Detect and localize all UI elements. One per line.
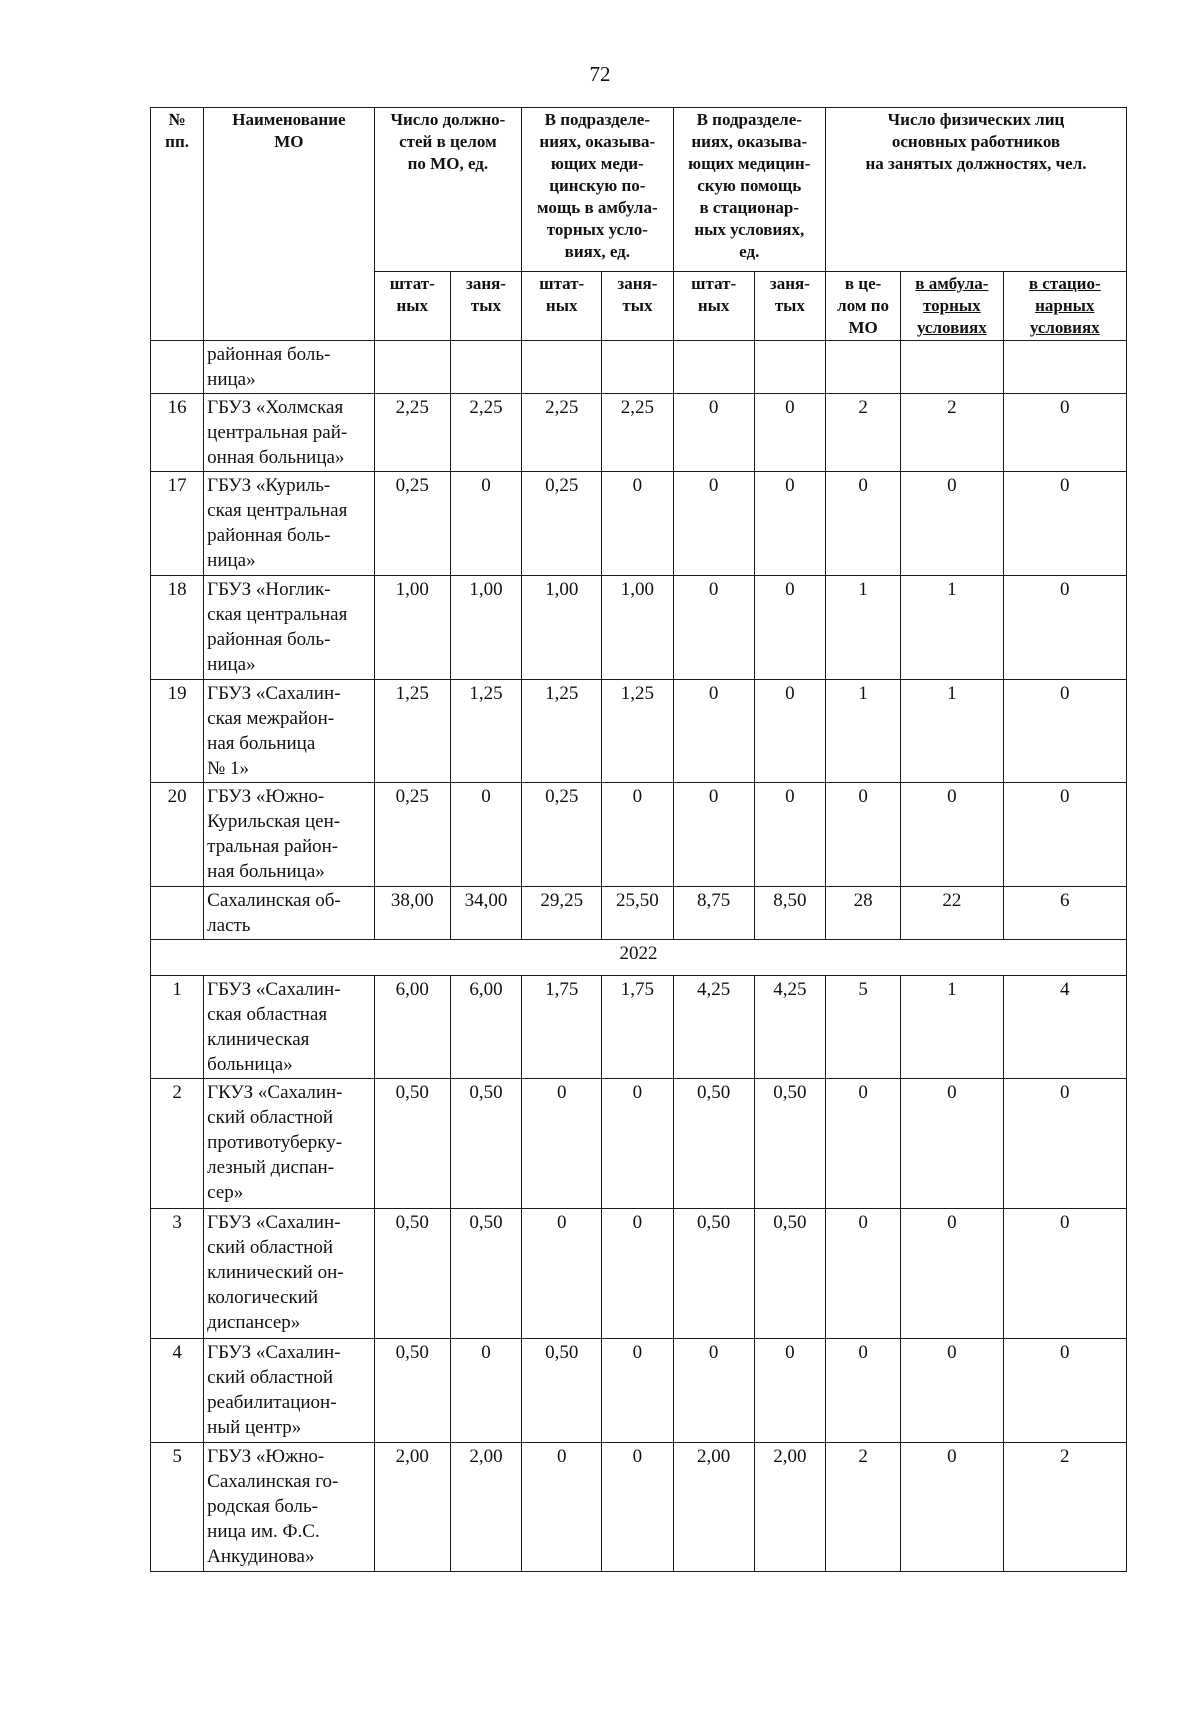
row-number: 5: [151, 1443, 204, 1572]
row-number: [151, 887, 204, 940]
value-cell: 1,00: [374, 576, 450, 680]
value-cell: 1: [901, 576, 1003, 680]
header-inpatient: В подразделе- ниях, оказыва- ющих медицин- скую помощь в стационар- ных условиях, ед.: [673, 108, 825, 272]
organization-name: [204, 394, 375, 472]
value-cell: 0: [602, 1209, 673, 1339]
organization-name-text: ГБУЗ «Куриль- ская центральная районная боль- ница»: [207, 475, 348, 571]
value-cell: 0: [602, 783, 673, 887]
staffing-table: [150, 107, 1127, 1572]
year-row: [151, 940, 1127, 976]
value-cell: [1003, 341, 1127, 394]
value-cell: 0: [673, 783, 754, 887]
header-occupied: заня- тых: [754, 272, 825, 341]
value-cell: [374, 341, 450, 394]
value-cell: 2: [825, 394, 900, 472]
value-cell: 0,50: [374, 1339, 450, 1443]
organization-name: [204, 341, 375, 394]
value-cell: 2: [825, 1443, 900, 1572]
organization-name: [204, 680, 375, 783]
value-cell: 2,00: [374, 1443, 450, 1572]
organization-name: [204, 887, 375, 940]
value-cell: 6,00: [450, 976, 521, 1079]
value-cell: 0: [901, 1209, 1003, 1339]
value-cell: 0: [825, 783, 900, 887]
rows-2022: [151, 976, 1127, 1572]
row-number: 19: [151, 680, 204, 783]
value-cell: 0: [754, 394, 825, 472]
value-cell: 2,25: [450, 394, 521, 472]
value-cell: 1: [901, 976, 1003, 1079]
value-cell: 0: [522, 1079, 602, 1209]
organization-name: [204, 1443, 375, 1572]
header-positions-total: Число должно- стей в целом по МО, ед.: [374, 108, 521, 272]
header-occupied: заня- тых: [602, 272, 673, 341]
header-row-main: [151, 108, 1127, 272]
header-persons-ambulatory: в амбула- торных условиях: [901, 272, 1003, 341]
value-cell: 0,50: [374, 1209, 450, 1339]
value-cell: [825, 341, 900, 394]
value-cell: 2,00: [673, 1443, 754, 1572]
value-cell: 4,25: [754, 976, 825, 1079]
value-cell: 0,50: [374, 1079, 450, 1209]
table-row: [151, 887, 1127, 940]
value-cell: 0: [1003, 1079, 1127, 1209]
value-cell: 0: [901, 783, 1003, 887]
value-cell: 0: [901, 1339, 1003, 1443]
value-cell: 28: [825, 887, 900, 940]
value-cell: 1,25: [374, 680, 450, 783]
value-cell: 1,25: [602, 680, 673, 783]
value-cell: 2,25: [522, 394, 602, 472]
value-cell: 25,50: [602, 887, 673, 940]
value-cell: 0: [522, 1209, 602, 1339]
organization-name-text: ГБУЗ «Холмская центральная рай- онная больница»: [207, 397, 348, 468]
value-cell: 0: [1003, 783, 1127, 887]
value-cell: 1: [825, 680, 900, 783]
value-cell: 5: [825, 976, 900, 1079]
value-cell: 0: [1003, 576, 1127, 680]
value-cell: 29,25: [522, 887, 602, 940]
row-number: 18: [151, 576, 204, 680]
year-separator: [151, 940, 1127, 976]
value-cell: 0: [602, 1443, 673, 1572]
value-cell: 22: [901, 887, 1003, 940]
row-number: 16: [151, 394, 204, 472]
value-cell: 0: [673, 680, 754, 783]
header-no: № пп.: [151, 108, 204, 341]
value-cell: 0: [450, 783, 521, 887]
value-cell: 0: [673, 576, 754, 680]
value-cell: 0,50: [754, 1209, 825, 1339]
value-cell: 4: [1003, 976, 1127, 1079]
value-cell: 0: [450, 1339, 521, 1443]
table-row: [151, 1209, 1127, 1339]
value-cell: [450, 341, 521, 394]
value-cell: [522, 341, 602, 394]
value-cell: 0,50: [754, 1079, 825, 1209]
value-cell: 0: [602, 472, 673, 576]
header-staff: штат- ных: [522, 272, 602, 341]
value-cell: 2,00: [450, 1443, 521, 1572]
value-cell: 2: [1003, 1443, 1127, 1572]
value-cell: 0: [602, 1339, 673, 1443]
value-cell: 1,75: [602, 976, 673, 1079]
organization-name: [204, 1079, 375, 1209]
value-cell: 1,75: [522, 976, 602, 1079]
value-cell: 1: [901, 680, 1003, 783]
organization-name-text: ГБУЗ «Сахалин- ский областной клинический он- кологический диспансер»: [207, 1212, 344, 1333]
value-cell: 0: [1003, 680, 1127, 783]
organization-name-text: ГБУЗ «Сахалин- ский областной реабилитацион- ный центр»: [207, 1342, 341, 1438]
header-persons: Число физических лиц основных работников на занятых должностях, чел.: [825, 108, 1126, 272]
table-row: [151, 1079, 1127, 1209]
value-cell: 0: [901, 1079, 1003, 1209]
organization-name-text: ГБУЗ «Сахалин- ская межрайон- ная больница № 1»: [207, 683, 341, 779]
table-row: [151, 783, 1127, 887]
organization-name: [204, 1339, 375, 1443]
value-cell: 34,00: [450, 887, 521, 940]
organization-name-text: районная боль- ница»: [207, 344, 331, 390]
header-occupied: заня- тых: [450, 272, 521, 341]
value-cell: 2,25: [374, 394, 450, 472]
rows-2021: [151, 341, 1127, 940]
organization-name-text: ГКУЗ «Сахалин- ский областной противотуберку- лезный диспан- сер»: [207, 1082, 343, 1203]
value-cell: 0,25: [374, 783, 450, 887]
value-cell: 0,25: [374, 472, 450, 576]
table-row: [151, 394, 1127, 472]
table-row: [151, 341, 1127, 394]
organization-name: [204, 472, 375, 576]
value-cell: 2,00: [754, 1443, 825, 1572]
organization-name: [204, 783, 375, 887]
row-number: 2: [151, 1079, 204, 1209]
organization-name-text: ГБУЗ «Южно- Сахалинская го- родская боль- ница им. Ф.С. Анкудинова»: [207, 1446, 339, 1567]
value-cell: 0: [901, 1443, 1003, 1572]
value-cell: 0,50: [673, 1079, 754, 1209]
value-cell: 0: [754, 576, 825, 680]
row-number: 20: [151, 783, 204, 887]
organization-name-text: Сахалинская об- ласть: [207, 890, 341, 936]
header-staff: штат- ных: [374, 272, 450, 341]
value-cell: [602, 341, 673, 394]
value-cell: 0: [825, 1209, 900, 1339]
value-cell: 0: [673, 472, 754, 576]
value-cell: 0: [825, 1339, 900, 1443]
organization-name: [204, 976, 375, 1079]
header-persons-total: в це- лом по МО: [825, 272, 900, 341]
row-number: 3: [151, 1209, 204, 1339]
value-cell: 0,50: [450, 1079, 521, 1209]
value-cell: 1,00: [450, 576, 521, 680]
value-cell: 0: [450, 472, 521, 576]
value-cell: 0: [602, 1079, 673, 1209]
value-cell: 1,00: [522, 576, 602, 680]
organization-name-text: ГБУЗ «Ноглик- ская центральная районная боль- ница»: [207, 579, 348, 675]
value-cell: 1: [825, 576, 900, 680]
row-number: 17: [151, 472, 204, 576]
value-cell: 2: [901, 394, 1003, 472]
value-cell: 0,25: [522, 783, 602, 887]
value-cell: 0: [1003, 472, 1127, 576]
value-cell: 6: [1003, 887, 1127, 940]
value-cell: [673, 341, 754, 394]
value-cell: 0,50: [673, 1209, 754, 1339]
page-number: 72: [589, 62, 611, 86]
header-staff: штат- ных: [673, 272, 754, 341]
value-cell: [901, 341, 1003, 394]
value-cell: 0: [522, 1443, 602, 1572]
year-label: 2022: [151, 940, 1127, 976]
value-cell: 1,25: [450, 680, 521, 783]
table-row: [151, 976, 1127, 1079]
value-cell: 0: [754, 680, 825, 783]
value-cell: 8,75: [673, 887, 754, 940]
header-ambulatory: В подразделе- ниях, оказыва- ющих меди- цинскую по- мощь в амбула- торных усло- виях, ед.: [522, 108, 673, 272]
value-cell: 0: [754, 783, 825, 887]
table-row: [151, 1339, 1127, 1443]
value-cell: 0: [673, 394, 754, 472]
value-cell: 0: [901, 472, 1003, 576]
table-row: [151, 472, 1127, 576]
value-cell: 0: [825, 1079, 900, 1209]
value-cell: 0,25: [522, 472, 602, 576]
organization-name-text: ГБУЗ «Южно- Курильская цен- тральная район- ная больница»: [207, 786, 341, 882]
organization-name-text: ГБУЗ «Сахалин- ская областная клиническая больница»: [207, 979, 341, 1075]
value-cell: 0: [754, 1339, 825, 1443]
header-name: Наименование МО: [204, 108, 375, 341]
value-cell: 0: [1003, 1209, 1127, 1339]
value-cell: 0,50: [522, 1339, 602, 1443]
value-cell: 8,50: [754, 887, 825, 940]
table-row: [151, 576, 1127, 680]
value-cell: 0: [825, 472, 900, 576]
row-number: 4: [151, 1339, 204, 1443]
table-row: [151, 680, 1127, 783]
organization-name: [204, 1209, 375, 1339]
table-row: [151, 1443, 1127, 1572]
value-cell: 2,25: [602, 394, 673, 472]
value-cell: 0: [754, 472, 825, 576]
value-cell: 0: [1003, 1339, 1127, 1443]
value-cell: 6,00: [374, 976, 450, 1079]
header-persons-inpatient: в стацио- нарных условиях: [1003, 272, 1127, 341]
value-cell: 0: [673, 1339, 754, 1443]
organization-name: [204, 576, 375, 680]
row-number: [151, 341, 204, 394]
value-cell: [754, 341, 825, 394]
value-cell: 0: [1003, 394, 1127, 472]
value-cell: 4,25: [673, 976, 754, 1079]
value-cell: 0,50: [450, 1209, 521, 1339]
value-cell: 38,00: [374, 887, 450, 940]
row-number: 1: [151, 976, 204, 1079]
value-cell: 1,00: [602, 576, 673, 680]
value-cell: 1,25: [522, 680, 602, 783]
